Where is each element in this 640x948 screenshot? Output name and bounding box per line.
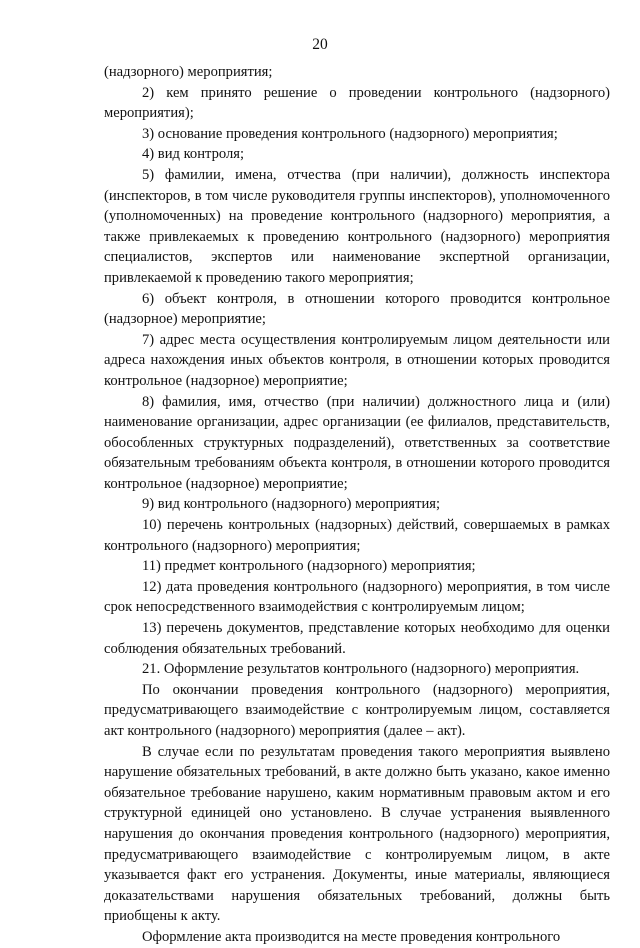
paragraph: 13) перечень документов, представление которых необходимо для оценки соблюдения обязательных требований. — [104, 620, 610, 657]
paragraph: 7) адрес места осуществления контролируемым лицом деятельности или адреса нахождения иных объектов контроля, в отношении которых проводится контрольное (надзорное) мероприятие; — [104, 331, 610, 389]
page-number: 20 — [312, 36, 328, 53]
paragraph: 9) вид контрольного (надзорного) мероприятия; — [142, 496, 441, 513]
paragraph: Оформление акта производится на месте проведения контрольного — [142, 928, 561, 945]
section-heading: 21. Оформление результатов контрольного (надзорного) мероприятия. — [142, 661, 580, 678]
paragraph: 5) фамилии, имена, отчества (при наличии), должность инспектора (инспекторов, в том числе руководителя группы инспекторов), уполномоченного (уполномоченных) на проведение контрольного (надзорного) мероприятия, а также привлекаемых к проведению контрольного (надзорного) мероприятия специалистов, экспертов или наименование экспертной организации, привлекаемой к проведению такого мероприятия; — [104, 166, 610, 286]
paragraph: По окончании проведения контрольного (надзорного) мероприятия, предусматривающего взаимодействие с контролируемым лицом, составляется акт контрольного (надзорного) мероприятия (далее – акт). — [104, 681, 610, 739]
paragraph: 11) предмет контрольного (надзорного) мероприятия; — [142, 558, 476, 575]
paragraph: 12) дата проведения контрольного (надзорного) мероприятия, в том числе срок непосредственного взаимодействия с контролируемым лицом; — [104, 578, 610, 616]
paragraph: (надзорного) мероприятия; — [104, 64, 273, 80]
paragraph: 3) основание проведения контрольного (надзорного) мероприятия; — [142, 125, 558, 142]
paragraph: 10) перечень контрольных (надзорных) действий, совершаемых в рамках контрольного (надзорного) мероприятия; — [104, 517, 610, 554]
paragraph: 6) объект контроля, в отношении которого проводится контрольное (надзорное) мероприятие; — [104, 290, 610, 328]
paragraph: 4) вид контроля; — [142, 146, 245, 163]
paragraph: 2) кем принято решение о проведении контрольного (надзорного) мероприятия); — [104, 84, 610, 122]
paragraph: В случае если по результатам проведения такого мероприятия выявлено нарушение обязательных требований, в акте должно быть указано, какое именно обязательное требование нарушено, каким нормативным правовым актом и его структурной единицей оно установлено. В случае устранения выявленного нарушения до окончания проведения контрольного (надзорного) мероприятия, предусматривающего взаимодействие с контролируемым лицом, в акте указывается факт его устранения. Документы, иные материалы, являющиеся доказательствами нарушения обязательных требований, должны быть приобщены к акту. — [104, 743, 610, 925]
paragraph: 8) фамилия, имя, отчество (при наличии) должностного лица и (или) наименование организации, адрес организации (ее филиалов, представительств, обособленных структурных подразделений), ответственных за соответствие обязательным требованиям объекта контроля, в отношении которого проводится контрольное (надзорное) мероприятие; — [104, 393, 610, 492]
document-body — [104, 62, 610, 948]
